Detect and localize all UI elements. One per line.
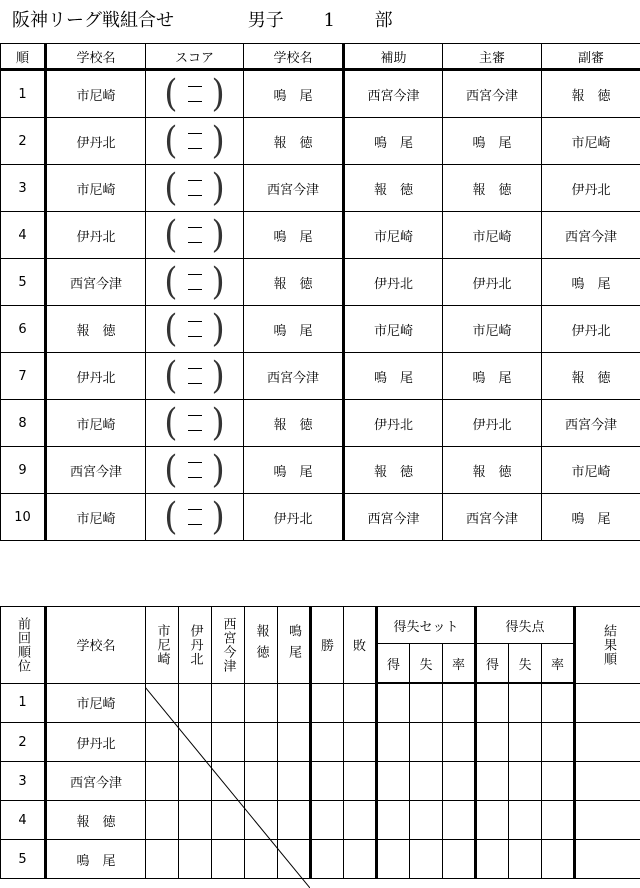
header-point-group: 得失点 [476, 607, 575, 644]
school-a: 西宮今津 [46, 259, 146, 306]
sub-referee: 報 徳 [542, 353, 640, 400]
result-cell[interactable] [377, 840, 410, 879]
result-cell[interactable] [344, 723, 377, 762]
previous-rank: 3 [1, 762, 46, 801]
result-cell[interactable] [410, 683, 443, 723]
header-assistant: 補助 [344, 44, 443, 70]
result-cell[interactable] [212, 683, 245, 723]
match-order: 8 [1, 400, 46, 447]
result-cell[interactable] [311, 723, 344, 762]
score[interactable]: ( ) [146, 494, 244, 541]
result-cell[interactable] [311, 762, 344, 801]
school-a: 市尼崎 [46, 400, 146, 447]
assistant: 市尼崎 [344, 212, 443, 259]
result-cell[interactable] [542, 840, 575, 879]
school-a: 報 徳 [46, 306, 146, 353]
previous-rank: 4 [1, 801, 46, 840]
result-cell[interactable] [278, 840, 311, 879]
school-a: 西宮今津 [46, 447, 146, 494]
assistant: 報 徳 [344, 165, 443, 212]
result-cell[interactable] [410, 801, 443, 840]
result-cell[interactable] [311, 840, 344, 879]
match-schedule-table [0, 43, 640, 541]
table-row [1, 306, 640, 353]
match-order: 7 [1, 353, 46, 400]
table-row [1, 840, 640, 879]
league-header-row [1, 607, 640, 644]
school-b: 報 徳 [244, 118, 344, 165]
result-cell[interactable] [377, 683, 410, 723]
result-cell[interactable] [443, 801, 476, 840]
match-order: 4 [1, 212, 46, 259]
result-cell[interactable] [179, 801, 212, 840]
assistant: 鳴 尾 [344, 118, 443, 165]
result-cell[interactable] [575, 801, 640, 840]
score[interactable]: ( ) [146, 400, 244, 447]
school-b: 報 徳 [244, 259, 344, 306]
table-row [1, 400, 640, 447]
score[interactable]: ( ) [146, 306, 244, 353]
result-cell[interactable] [245, 762, 278, 801]
referee: 伊丹北 [443, 400, 542, 447]
sub-referee: 市尼崎 [542, 118, 640, 165]
result-cell[interactable] [575, 840, 640, 879]
score[interactable]: ( ) [146, 165, 244, 212]
result-cell[interactable] [344, 683, 377, 723]
school-name: 市尼崎 [46, 683, 146, 723]
schedule-header-row [1, 44, 640, 70]
header-result: 結果順 [575, 607, 640, 684]
previous-rank: 1 [1, 683, 46, 723]
score[interactable]: ( ) [146, 353, 244, 400]
header-opponent-3: 西宮今津 [212, 607, 245, 684]
sub-referee: 鳴 尾 [542, 494, 640, 541]
school-a: 市尼崎 [46, 165, 146, 212]
match-order: 5 [1, 259, 46, 306]
score[interactable]: ( ) [146, 212, 244, 259]
result-cell[interactable] [509, 840, 542, 879]
result-cell[interactable] [377, 762, 410, 801]
school-b: 報 徳 [244, 400, 344, 447]
result-cell[interactable] [542, 683, 575, 723]
referee: 西宮今津 [443, 494, 542, 541]
result-cell[interactable] [509, 683, 542, 723]
header-opponent-4: 報徳 [245, 607, 278, 684]
table-row [1, 494, 640, 541]
header-opponent-1: 市尼崎 [146, 607, 179, 684]
header-sub-referee: 副審 [542, 44, 640, 70]
table-row [1, 447, 640, 494]
match-order: 6 [1, 306, 46, 353]
school-a: 市尼崎 [46, 70, 146, 118]
league-standings-table [0, 606, 640, 879]
previous-rank: 2 [1, 723, 46, 762]
result-cell[interactable] [476, 683, 509, 723]
header-point-ratio: 率 [542, 644, 575, 684]
result-cell[interactable] [245, 723, 278, 762]
result-cell[interactable] [311, 683, 344, 723]
result-cell[interactable] [278, 723, 311, 762]
table-row [1, 762, 640, 801]
title-main: 阪神リーグ戦組合せ [12, 10, 174, 31]
result-cell[interactable] [542, 723, 575, 762]
result-cell[interactable] [377, 801, 410, 840]
result-cell[interactable] [575, 683, 640, 723]
sub-referee: 西宮今津 [542, 400, 640, 447]
school-a: 伊丹北 [46, 353, 146, 400]
result-cell[interactable] [245, 840, 278, 879]
table-row [1, 70, 640, 118]
result-cell[interactable] [476, 762, 509, 801]
header-opponent-2: 伊丹北 [179, 607, 212, 684]
result-cell[interactable] [443, 723, 476, 762]
score[interactable]: ( ) [146, 447, 244, 494]
assistant: 西宮今津 [344, 70, 443, 118]
title-suffix: 部 [374, 10, 393, 31]
result-cell[interactable] [179, 683, 212, 723]
sub-referee: 伊丹北 [542, 306, 640, 353]
assistant: 伊丹北 [344, 259, 443, 306]
header-opponent-5: 鳴尾 [278, 607, 311, 684]
header-referee: 主審 [443, 44, 542, 70]
result-cell[interactable] [509, 762, 542, 801]
school-b: 西宮今津 [244, 353, 344, 400]
result-cell[interactable] [575, 762, 640, 801]
match-order: 1 [1, 70, 46, 118]
result-cell[interactable] [245, 801, 278, 840]
sub-referee: 西宮今津 [542, 212, 640, 259]
school-b: 鳴 尾 [244, 212, 344, 259]
result-cell[interactable] [146, 723, 179, 762]
result-cell[interactable] [410, 723, 443, 762]
header-score: スコア [146, 44, 244, 70]
header-loss: 敗 [344, 607, 377, 684]
assistant: 報 徳 [344, 447, 443, 494]
result-cell[interactable] [212, 840, 245, 879]
match-order: 3 [1, 165, 46, 212]
school-a: 伊丹北 [46, 118, 146, 165]
result-cell[interactable] [377, 723, 410, 762]
sub-referee: 報 徳 [542, 70, 640, 118]
result-cell[interactable] [245, 683, 278, 723]
referee: 西宮今津 [443, 70, 542, 118]
school-b: 西宮今津 [244, 165, 344, 212]
previous-rank: 5 [1, 840, 46, 879]
sub-referee: 鳴 尾 [542, 259, 640, 306]
referee: 鳴 尾 [443, 353, 542, 400]
header-order: 順 [1, 44, 46, 70]
referee: 鳴 尾 [443, 118, 542, 165]
assistant: 市尼崎 [344, 306, 443, 353]
school-name: 伊丹北 [46, 723, 146, 762]
score[interactable]: ( ) [146, 118, 244, 165]
table-row [1, 683, 640, 723]
title-number: 1 [323, 10, 335, 31]
table-row [1, 118, 640, 165]
header-school-a: 学校名 [46, 44, 146, 70]
page-title [12, 6, 393, 34]
result-cell[interactable] [410, 840, 443, 879]
table-row [1, 259, 640, 306]
score[interactable]: ( ) [146, 259, 244, 306]
result-cell[interactable] [179, 840, 212, 879]
result-cell[interactable] [476, 801, 509, 840]
sub-referee: 市尼崎 [542, 447, 640, 494]
table-row [1, 353, 640, 400]
school-name: 鳴 尾 [46, 840, 146, 879]
assistant: 鳴 尾 [344, 353, 443, 400]
referee: 報 徳 [443, 447, 542, 494]
result-cell[interactable] [443, 840, 476, 879]
table-row [1, 801, 640, 840]
result-cell[interactable] [476, 840, 509, 879]
result-cell[interactable] [509, 723, 542, 762]
referee: 伊丹北 [443, 259, 542, 306]
match-order: 9 [1, 447, 46, 494]
result-cell[interactable] [344, 762, 377, 801]
table-row [1, 212, 640, 259]
header-school-b: 学校名 [244, 44, 344, 70]
header-set-group: 得失セット [377, 607, 476, 644]
header-point-won: 得 [476, 644, 509, 684]
header-set-ratio: 率 [443, 644, 476, 684]
referee: 市尼崎 [443, 306, 542, 353]
result-cell[interactable] [212, 801, 245, 840]
referee: 報 徳 [443, 165, 542, 212]
school-name: 報 徳 [46, 801, 146, 840]
result-cell[interactable] [278, 762, 311, 801]
school-b: 鳴 尾 [244, 447, 344, 494]
result-cell[interactable] [278, 683, 311, 723]
school-name: 西宮今津 [46, 762, 146, 801]
result-cell[interactable] [509, 801, 542, 840]
result-cell[interactable] [146, 762, 179, 801]
school-b: 鳴 尾 [244, 306, 344, 353]
result-cell[interactable] [212, 762, 245, 801]
result-cell[interactable] [311, 801, 344, 840]
result-cell[interactable] [146, 801, 179, 840]
result-cell[interactable] [410, 762, 443, 801]
sub-referee: 伊丹北 [542, 165, 640, 212]
result-cell[interactable] [179, 723, 212, 762]
result-cell[interactable] [146, 840, 179, 879]
assistant: 伊丹北 [344, 400, 443, 447]
header-point-lost: 失 [509, 644, 542, 684]
match-order: 10 [1, 494, 46, 541]
school-b: 伊丹北 [244, 494, 344, 541]
header-set-lost: 失 [410, 644, 443, 684]
title-division: 男子 [247, 10, 284, 31]
result-cell[interactable] [344, 801, 377, 840]
table-row [1, 723, 640, 762]
school-a: 市尼崎 [46, 494, 146, 541]
referee: 市尼崎 [443, 212, 542, 259]
result-cell[interactable] [542, 762, 575, 801]
result-cell[interactable] [443, 762, 476, 801]
result-cell[interactable] [146, 683, 179, 723]
result-cell[interactable] [344, 840, 377, 879]
header-rank: 前回順位 [1, 607, 46, 684]
result-cell[interactable] [542, 801, 575, 840]
table-row [1, 165, 640, 212]
header-win: 勝 [311, 607, 344, 684]
result-cell[interactable] [278, 801, 311, 840]
match-order: 2 [1, 118, 46, 165]
result-cell[interactable] [575, 723, 640, 762]
score[interactable]: ( ) [146, 70, 244, 118]
assistant: 西宮今津 [344, 494, 443, 541]
result-cell[interactable] [476, 723, 509, 762]
school-a: 伊丹北 [46, 212, 146, 259]
result-cell[interactable] [212, 723, 245, 762]
result-cell[interactable] [443, 683, 476, 723]
header-school: 学校名 [46, 607, 146, 684]
school-b: 鳴 尾 [244, 70, 344, 118]
header-set-won: 得 [377, 644, 410, 684]
result-cell[interactable] [179, 762, 212, 801]
